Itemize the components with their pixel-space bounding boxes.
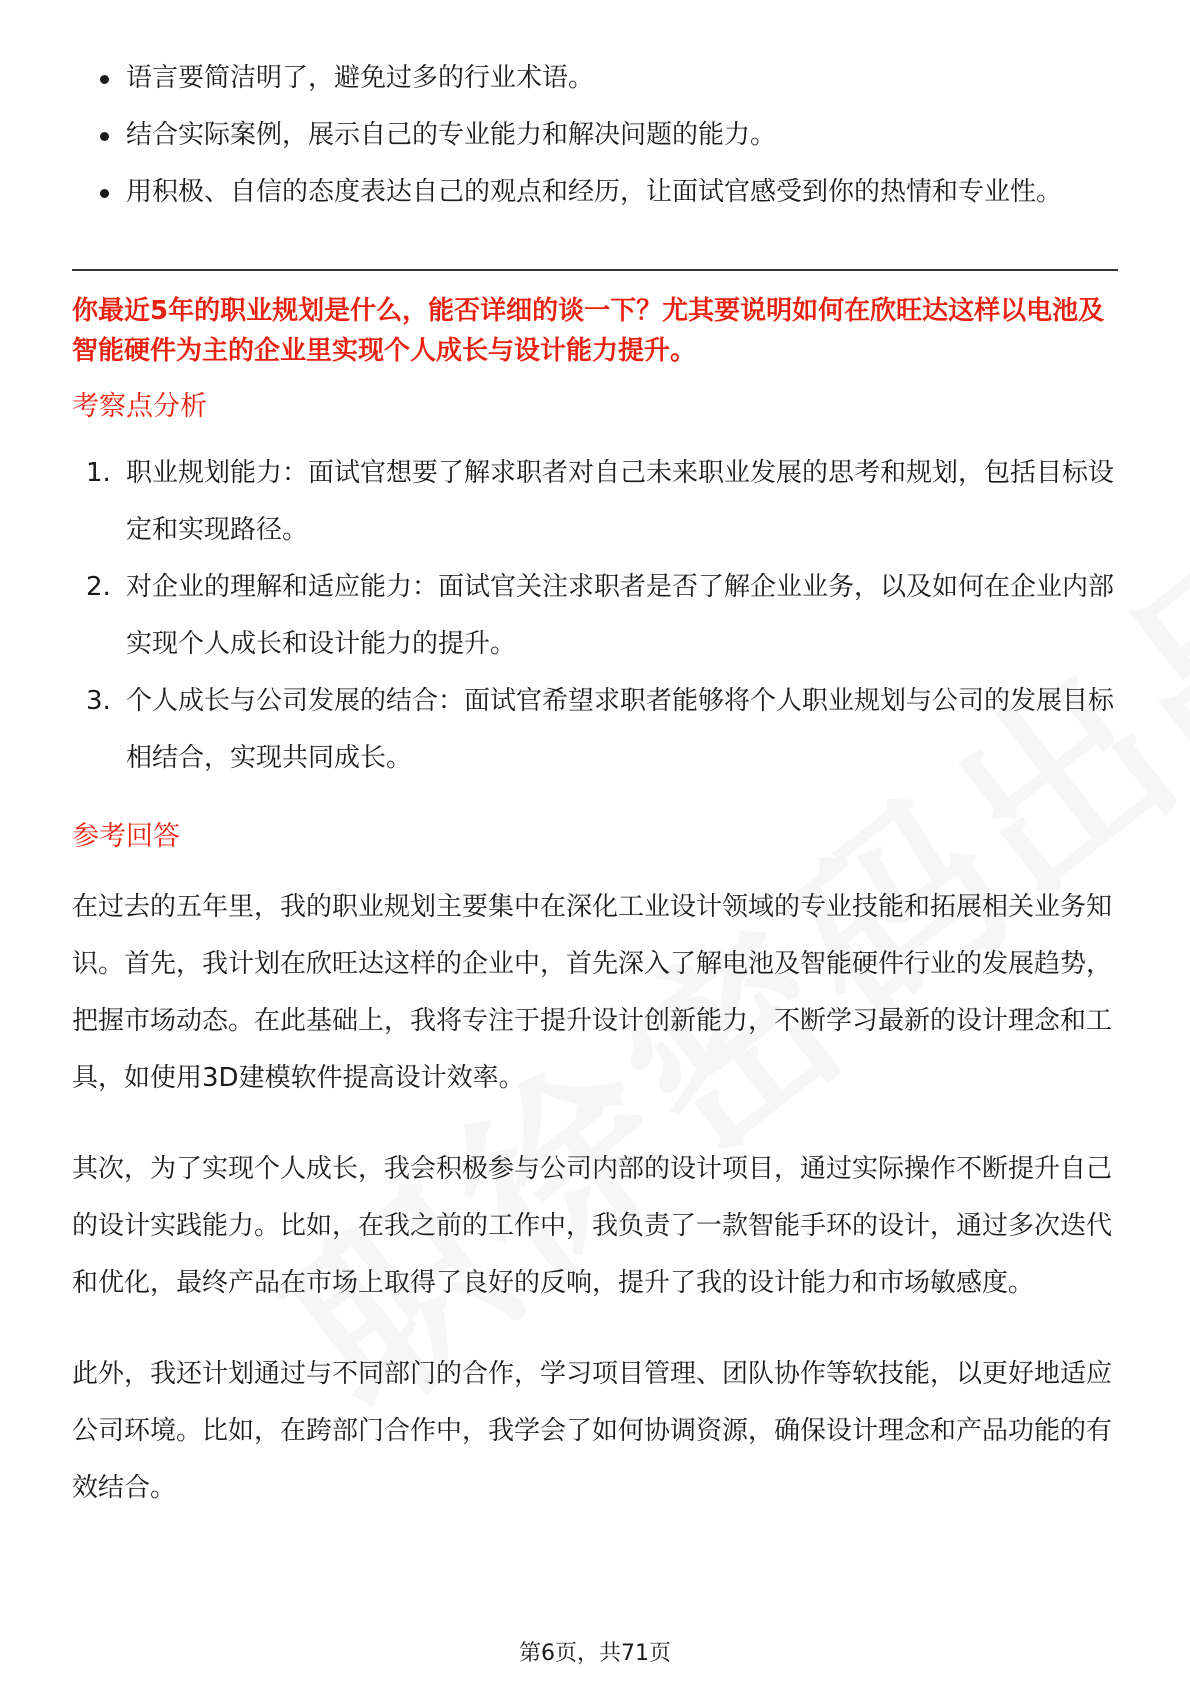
list-item-text: 个人成长与公司发展的结合：面试官希望求职者能够将个人职业规划与公司的发展目标相结合，实现共同成长。 bbox=[126, 686, 1115, 773]
answer-paragraph: 此外，我还计划通过与不同部门的合作，学习项目管理、团队协作等软技能，以更好地适应公司环境。比如，在跨部门合作中，我学会了如何协调资源，确保设计理念和产品功能的有效结合。 bbox=[72, 1359, 1113, 1503]
list-item-text: 用积极、自信的态度表达自己的观点和经历，让面试官感受到你的热情和专业性。 bbox=[126, 177, 1063, 207]
list-number: 1. bbox=[86, 458, 111, 488]
answer-paragraph: 在过去的五年里，我的职业规划主要集中在深化工业设计领域的专业技能和拓展相关业务知识。首先，我计划在欣旺达这样的企业中，首先深入了解电池及智能硬件行业的发展趋势，把握市场动态。在此基础上，我将专注于提升设计创新能力，不断学习最新的设计理念和工具，如使用3D建模软件提高设计效率。 bbox=[72, 892, 1113, 1093]
list-item bbox=[72, 445, 1118, 559]
list-item-text: 职业规划能力：面试官想要了解求职者对自己未来职业发展的思考和规划，包括目标设定和实现路径。 bbox=[126, 458, 1115, 545]
bullet-icon bbox=[100, 189, 109, 198]
section-divider bbox=[72, 269, 1118, 271]
tips-list bbox=[72, 50, 1118, 221]
list-item bbox=[72, 50, 1118, 107]
answer-heading: 参考回答 bbox=[72, 821, 180, 852]
list-item bbox=[72, 164, 1118, 221]
list-item bbox=[72, 107, 1118, 164]
list-number: 2. bbox=[86, 572, 111, 602]
list-item bbox=[72, 673, 1118, 787]
list-item-text: 对企业的理解和适应能力：面试官关注求职者是否了解企业业务，以及如何在企业内部实现个人成长和设计能力的提升。 bbox=[126, 572, 1115, 659]
list-item bbox=[72, 559, 1118, 673]
analysis-heading: 考察点分析 bbox=[72, 391, 207, 422]
bullet-icon bbox=[100, 75, 109, 84]
answer-paragraph: 其次，为了实现个人成长，我会积极参与公司内部的设计项目，通过实际操作不断提升自己的设计实践能力。比如，在我之前的工作中，我负责了一款智能手环的设计，通过多次迭代和优化，最终产品在市场上取得了良好的反响，提升了我的设计能力和市场敏感度。 bbox=[72, 1154, 1113, 1298]
list-item-text: 结合实际案例，展示自己的专业能力和解决问题的能力。 bbox=[126, 120, 777, 150]
list-item-text: 语言要简洁明了，避免过多的行业术语。 bbox=[126, 63, 595, 93]
page-content bbox=[72, 50, 1118, 1517]
analysis-list bbox=[72, 445, 1118, 787]
list-number: 3. bbox=[86, 686, 111, 716]
bullet-icon bbox=[100, 132, 109, 141]
interview-question: 你最近5年的职业规划是什么，能否详细的谈一下？尤其要说明如何在欣旺达这样以电池及智能硬件为主的企业里实现个人成长与设计能力提升。 bbox=[72, 296, 1105, 366]
page-number: 第6页，共71页 bbox=[519, 1641, 671, 1666]
